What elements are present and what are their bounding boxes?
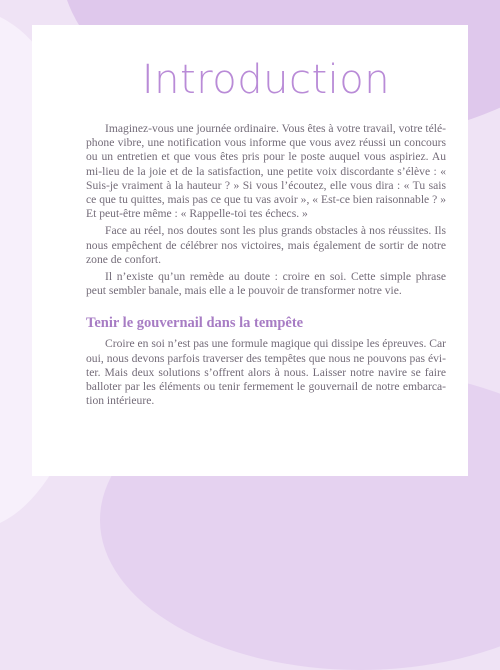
document-page	[32, 25, 468, 476]
intro-paragraph-1: Imaginez-vous une journée ordinaire. Vous êtes à votre travail, votre télé-phone vibre, une notification vous informe que vous avez réussi un concours ou un entretien et que vous êtes pris pour le poste auquel vous aspiriez. Au mi-lieu de la joie et de la satisfaction, une petite voix discordante s’élève : « Suis-je vraiment à la hauteur ? » Si vous l’écoutez, elle vous dira : « Tu sais ce que tu quittes, mais pas ce que tu vas avoir », « Est-ce bien raisonnable ? » Et peut-être même : « Rappelle-toi tes échecs. »	[86, 122, 446, 221]
section-paragraph: Croire en soi n’est pas une formule magique qui dissipe les épreuves. Car oui, nous devons parfois traverser des tempêtes que nous ne pouvons pas évi-ter. Mais deux solutions s’offrent alors à nous. Laisser notre navire se faire balloter par les éléments ou tenir fermement le gouvernail de notre embarca-tion intérieure.	[86, 337, 446, 408]
page-title: Introduction	[141, 57, 391, 103]
intro-paragraph-3: Il n’existe qu’un remède au doute : croire en soi. Cette simple phrase peut sembler banale, mais elle a le pouvoir de transformer notre vie.	[86, 270, 446, 298]
section-heading: Tenir le gouvernail dans la tempête	[86, 315, 304, 332]
document-body	[86, 122, 446, 408]
intro-paragraph-2: Face au réel, nos doutes sont les plus grands obstacles à nos réussites. Ils nous empêchent de célébrer nos victoires, mais également de sortir de notre zone de confort.	[86, 224, 446, 266]
